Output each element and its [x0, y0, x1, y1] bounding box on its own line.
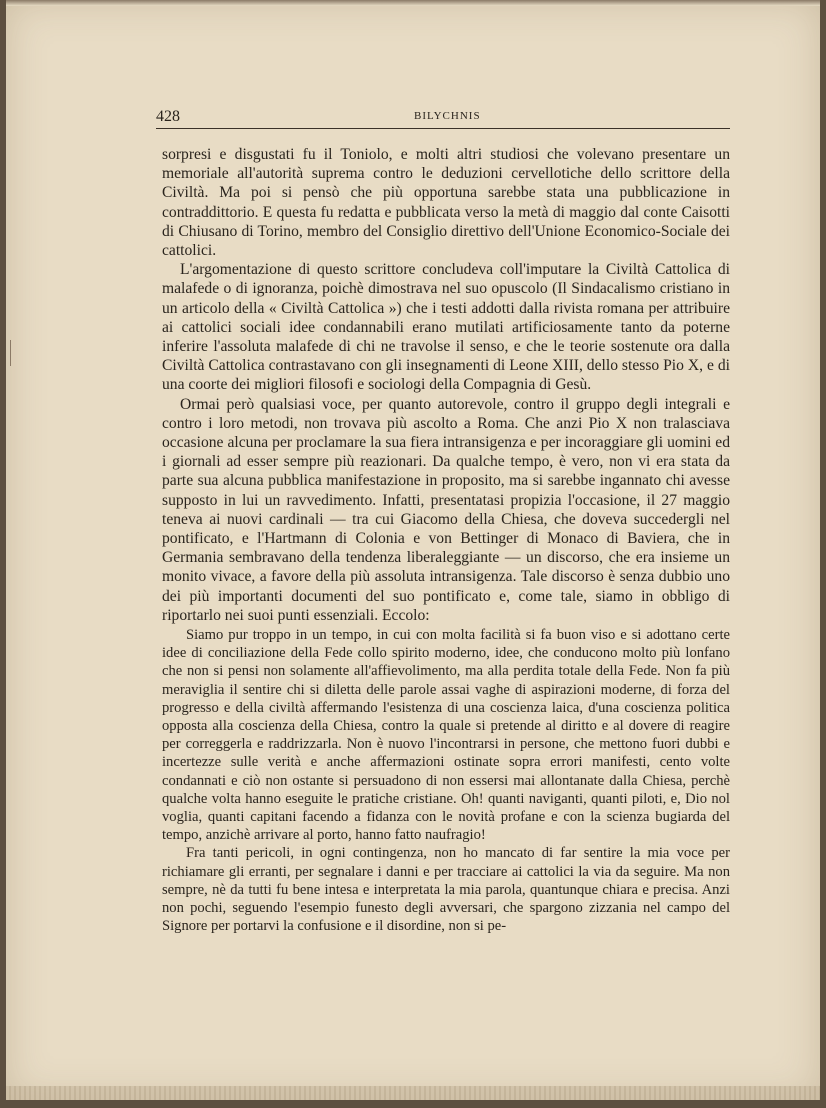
header-rule [156, 128, 730, 129]
quote-paragraph-2: Fra tanti pericoli, in ogni contingenza, non ho mancato di far sentire la mia voce per richiamare gli erranti, per segnalare i danni e per tracciare ai cattolici la via da seguire. Ma non sempre, nè da tutti fu bene intesa e interpretata la mia parola, quantunque chiara e precisa. Anzi non pochi, seguendo l'esempio funesto degli avversari, che spargono zizzania nel campo del Signore per portarvi la confusione e il disordine, non si pe- [162, 845, 730, 935]
main-text [162, 145, 730, 625]
paragraph-2: L'argomentazione di questo scrittore concludeva coll'imputare la Civiltà Cattolica di malafede o di ignoranza, poichè dimostrava nel suo opuscolo (Il Sindacalismo cristiano in un articolo della « Civiltà Cattolica ») che i testi addotti dalla rivista romana per attribuire ai cattolici sociali idee condannabili erano mutilati artificiosamente tanto da poterne inferire l'assoluta malafede di chi ne travolse il senso, e che le teorie sostenute ora dalla Civiltà Cattolica contrastavano con gli insegnamenti di Leone XIII, dello stesso Pio X, e di una coorte dei migliori filosofi e sociologi della Compagnia di Gesù. [162, 261, 730, 394]
page-header [156, 106, 730, 130]
book-page [6, 0, 820, 1100]
running-title: BILYCHNIS [414, 110, 481, 122]
quoted-discourse [162, 626, 730, 935]
page-number: 428 [156, 108, 180, 125]
page-top-edge [6, 0, 820, 6]
page-bottom-edge [6, 1086, 820, 1100]
paragraph-1: sorpresi e disgustati fu il Toniolo, e molti altri studiosi che volevano presentare un memoriale all'autorità suprema contro le deduzioni cervellotiche dello scrittore della Civiltà. Ma poi si pensò che più opportuna sarebbe stata una pubblicazione in contraddittorio. E questa fu redatta e pubblicata verso la metà di maggio dal conte Caisotti di Chiusano di Torino, membro del Consiglio direttivo dell'Unione Economico-Sociale dei cattolici. [162, 146, 730, 260]
margin-mark [10, 340, 11, 366]
paragraph-3: Ormai però qualsiasi voce, per quanto autorevole, contro il gruppo degli integrali e contro i loro metodi, non trovava più ascolto a Roma. Che anzi Pio X non tralasciava occasione alcuna per proclamare la sua fiera intransigenza e per incoraggiare gli uomini ed i giornali ad esser sempre più reazionari. Da qualche tempo, è vero, non vi era stata da parte sua alcuna pubblica manifestazione in proposito, ma si sarebbe ingannato chi avesse supposto in lui un ravvedimento. Infatti, presentatasi propizia l'occasione, il 27 maggio teneva ai nuovi cardinali — tra cui Giacomo della Chiesa, che doveva succedergli nel pontificato, e l'Hartmann di Colonia e von Bettinger di Monaco di Baviera, che in Germania sembravano della tendenza liberaleggiante — un discorso, che era insieme un monito vivace, a favore della più assoluta intransigenza. Tale discorso è senza dubbio uno dei più importanti documenti del suo pontificato e, come tale, siamo in obbligo di riportarlo nei suoi punti essenziali. Eccolo: [162, 395, 730, 624]
quote-paragraph-1: Siamo pur troppo in un tempo, in cui con molta facilità si fa buon viso e si adottano certe idee di conciliazione della Fede collo spirito moderno, idee, che conducono molto più lonfano che non si pensi non solamente all'affievolimento, ma alla perdita totale della Fede. Non fa più meraviglia il sentire chi si diletta delle parole assai vaghe di aspirazioni moderne, di forza del progresso e della civiltà affermando l'esistenza di una coscienza laica, d'una coscienza politica opposta alla coscienza della Chiesa, contro la quale si pretende al diritto e al dovere di reagire per correggerla e raddrizzarla. Non è nuovo l'incontrarsi in persone, che mettono fuori dubbi e incertezze sulle verità e anche affermazioni ostinate sopra errori manifesti, cento volte condannati e ciò non ostante si persuadono di non essersi mai allontanate dalla Chiesa, perchè qualche volta hanno eseguite le pratiche cristiane. Oh! quanti naviganti, quanti piloti, e, Dio nol voglia, quanti capitani facendo a fidanza con le novità profane e con la scienza bugiarda del tempo, anzichè arrivare al porto, hanno fatto naufragio! [162, 627, 730, 844]
